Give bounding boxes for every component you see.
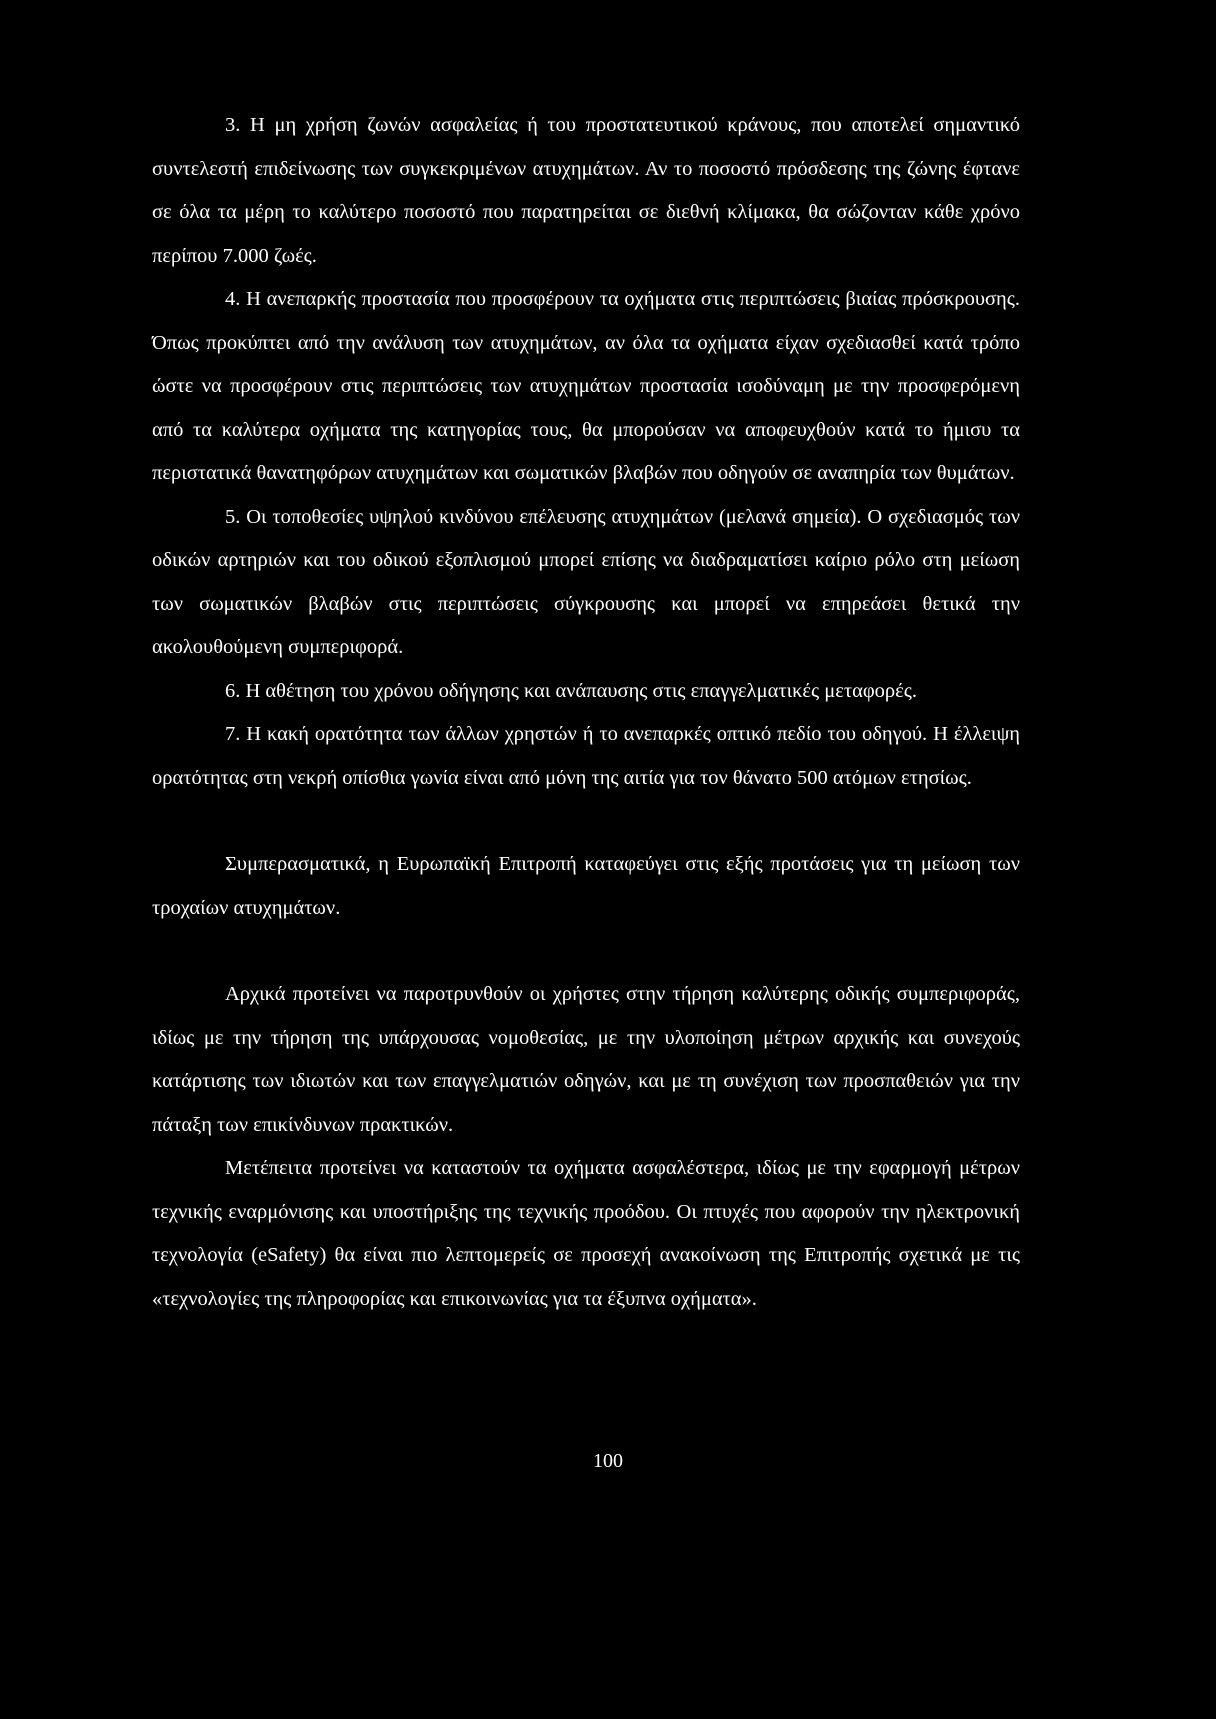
paragraph-spacer [152, 800, 1020, 843]
document-body [152, 104, 1020, 1321]
paragraph-conclusion: Συμπερασματικά, η Ευρωπαϊκή Επιτροπή καταφεύγει στις εξής προτάσεις για τη μείωση των τροχαίων ατυχημάτων. [152, 853, 1020, 919]
page-number: 100 [593, 1450, 623, 1472]
paragraph-item-4: 4. Η ανεπαρκής προστασία που προσφέρουν τα οχήματα στις περιπτώσεις βιαίας πρόσκρουσης. Όπως προκύπτει από την ανάλυση των ατυχημάτων, αν όλα τα οχήματα είχαν σχεδιασθεί κατά τρόπο ώστε να προσφέρουν στις περιπτώσεις των ατυχημάτων προστασία ισοδύναμη με την προσφερόμενη από τα καλύτερα οχήματα της κατηγορίας τους, θα μπορούσαν να αποφευχθούν κατά το ήμισυ τα περιστατικά θανατηφόρων ατυχημάτων και σωματικών βλαβών που οδηγούν σε αναπηρία των θυμάτων. [152, 288, 1020, 484]
paragraph-item-7: 7. Η κακή ορατότητα των άλλων χρηστών ή το ανεπαρκές οπτικό πεδίο του οδηγού. Η έλλειψη ορατότητας στη νεκρή οπίσθια γωνία είναι από μόνη της αιτία για τον θάνατο 500 ατόμων ετησίως. [152, 723, 1020, 789]
paragraph-item-6: 6. Η αθέτηση του χρόνου οδήγησης και ανάπαυσης στις επαγγελματικές μεταφορές. [225, 679, 918, 702]
paragraph-spacer [152, 930, 1020, 973]
paragraph-second-proposal: Μετέπειτα προτείνει να καταστούν τα οχήματα ασφαλέστερα, ιδίως με την εφαρμογή μέτρων τεχνικής εναρμόνισης και υποστήριξης της τεχνικής προόδου. Οι πτυχές που αφορούν την ηλεκτρονική τεχνολογία (eSafety) θα είναι πιο λεπτομερείς σε προσεχή ανακοίνωση της Επιτροπής σχετικά με τις «τεχνολογίες της πληροφορίας και επικοινωνίας για τα έξυπνα οχήματα». [152, 1157, 1020, 1310]
paragraph-item-3: 3. Η μη χρήση ζωνών ασφαλείας ή του προστατευτικού κράνους, που αποτελεί σημαντικό συντελεστή επιδείνωσης των συγκεκριμένων ατυχημάτων. Αν το ποσοστό πρόσδεσης της ζώνης έφτανε σε όλα τα μέρη το καλύτερο ποσοστό που παρατηρείται σε διεθνή κλίμακα, θα σώζονταν κάθε χρόνο περίπου 7.000 ζωές. [152, 114, 1020, 267]
paragraph-item-5: 5. Οι τοποθεσίες υψηλού κινδύνου επέλευσης ατυχημάτων (μελανά σημεία). Ο σχεδιασμός των οδικών αρτηριών και του οδικού εξοπλισμού μπορεί επίσης να διαδραματίσει καίριο ρόλο στη μείωση των σωματικών βλαβών στις περιπτώσεις σύγκρουσης και μπορεί να επηρεάσει θετικά την ακολουθούμενη συμπεριφορά. [152, 505, 1020, 658]
paragraph-first-proposal: Αρχικά προτείνει να παροτρυνθούν οι χρήστες στην τήρηση καλύτερης οδικής συμπεριφοράς, ιδίως με την τήρηση της υπάρχουσας νομοθεσίας, με την υλοποίηση μέτρων αρχικής και συνεχούς κατάρτισης των ιδιωτών και των επαγγελματιών οδηγών, και με τη συνέχιση των προσπαθειών για την πάταξη των επικίνδυνων πρακτικών. [152, 983, 1020, 1136]
